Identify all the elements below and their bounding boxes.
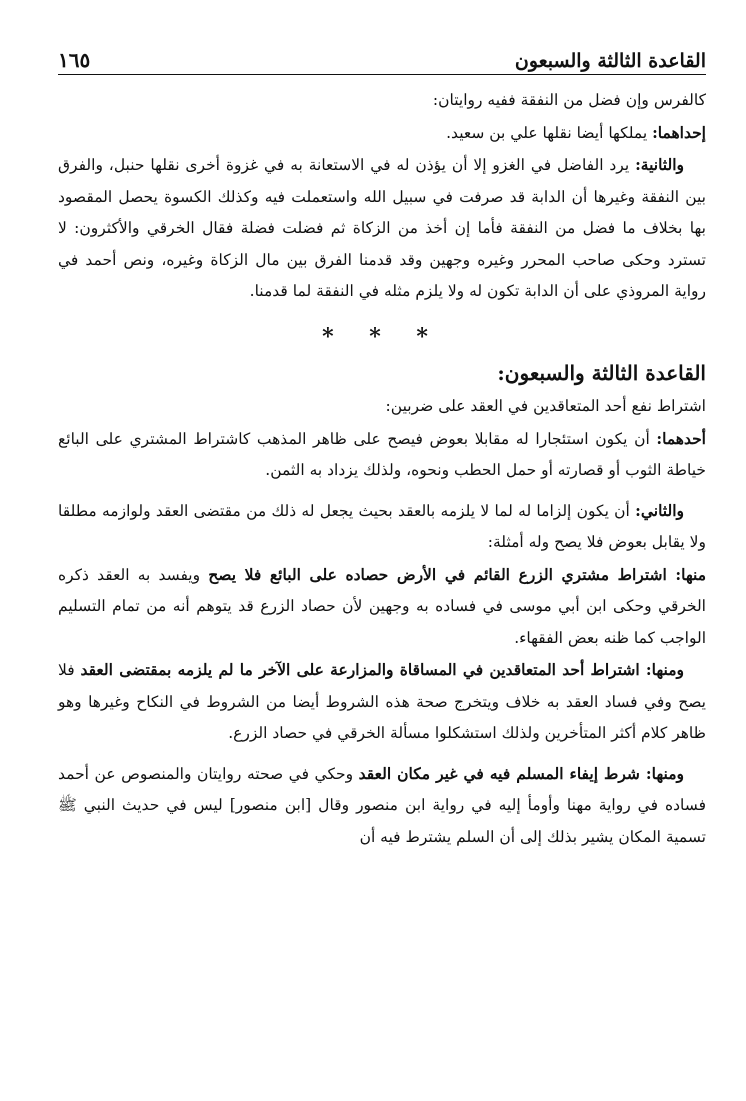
paragraph-9 bbox=[58, 758, 706, 854]
page-header bbox=[58, 40, 706, 75]
paragraph-3-text: يرد الفاضل في الغزو إلا أن يؤذن له في الاستعانة به في غزوة أخرى نقلها حنبل، والفرق بين النفقة وغيرها أن الدابة قد صرفت في سبيل الله واستعملت فيه وكذلك الكسوة يحصل المقصود بها بخلاف ما فضل من النفقة فأما إن أخذ من الزكاة ثم فضلت فضلة فقال الخرقي والأكثرون: لا تسترد وحكى صاحب المحرر وغيره وجهين وقد قدمنا الفرق بين مال الزكاة وغيره، ونص أحمد في رواية المروذي على أن الدابة تكون له ولا يلزم مثله في النفقة لما قدمنا. bbox=[58, 156, 706, 300]
paragraph-5 bbox=[58, 423, 706, 487]
page-number: ١٦٥ bbox=[58, 48, 91, 72]
paragraph-5-lead: أحدهما: bbox=[656, 428, 706, 448]
paragraph-2 bbox=[58, 117, 706, 150]
paragraph-8-lead: ومنها: اشتراط أحد المتعاقدين في المساقاة والمزارعة على الآخر ما لم يلزمه بمقتضى العقد bbox=[80, 660, 684, 679]
paragraph-5-text: أن يكون استئجارا له مقابلا بعوض فيصح على ظاهر المذهب كاشتراط المشتري على البائع خياطة الثوب أو قصارته أو حمل الحطب ونحوه، ولذلك يزداد به الثمن. bbox=[58, 429, 706, 479]
paragraph-6-text: أن يكون إلزاما له لما لا يلزمه بالعقد بحيث يجعل له ذلك من مقتضى العقد ولوازمه مطلقا ولا يقابل بعوض فلا يصح وله أمثلة: bbox=[58, 501, 706, 551]
paragraph-7-text: ويفسد به العقد ذكره الخرقي وحكى ابن أبي موسى في فساده به وجهين لأن حصاد الزرع قد يتوهم أنه من تمام التسليم الواجب كما ظنه بعض الفقهاء. bbox=[58, 565, 706, 647]
rule-title: القاعدة الثالثة والسبعون: bbox=[497, 361, 706, 385]
paragraph-4: اشتراط نفع أحد المتعاقدين في العقد على ضربين: bbox=[385, 397, 706, 415]
paragraph-2-text: يملكها أيضا نقلها علي بن سعيد. bbox=[446, 123, 653, 142]
paragraph-8 bbox=[58, 654, 706, 750]
paragraph-6 bbox=[58, 495, 706, 559]
paragraph-3-lead: والثانية: bbox=[635, 155, 684, 174]
paragraph-7-lead: منها: اشتراط مشتري الزرع القائم في الأرض حصاده على البائع فلا يصح bbox=[208, 564, 706, 584]
paragraph-8-text: فلا يصح وفي فساد العقد به خلاف ويتخرج صحة هذه الشروط أيضا من الشروط في النكاح وغيرها وهو ظاهر كلام أكثر المتأخرين ولذلك استشكلوا مسألة الخرقي في حصاد الزرع. bbox=[58, 661, 706, 742]
paragraph-6-lead: والثاني: bbox=[635, 500, 684, 520]
book-page bbox=[58, 40, 706, 853]
paragraph-1: كالفرس وإن فضل من النفقة ففيه روايتان: bbox=[432, 91, 706, 109]
paragraph-3 bbox=[58, 149, 706, 308]
paragraph-2-lead: إحداهما: bbox=[652, 122, 706, 142]
page-body bbox=[58, 85, 706, 853]
paragraph-9-lead: ومنها: شرط إيفاء المسلم فيه في غير مكان العقد bbox=[358, 763, 684, 783]
paragraph-9-text: وحكي في صحته روايتان والمنصوص عن أحمد فساده في رواية مهنا وأومأ إليه في رواية ابن منصور وقال [ابن منصور] ليس في حديث النبي ﷺ تسمية المكان يشير بذلك إلى أن السلم يشترط فيه أن bbox=[58, 764, 706, 846]
running-title: القاعدة الثالثة والسبعون bbox=[514, 50, 706, 72]
section-separator: * * * bbox=[322, 323, 442, 350]
paragraph-7 bbox=[58, 559, 706, 655]
